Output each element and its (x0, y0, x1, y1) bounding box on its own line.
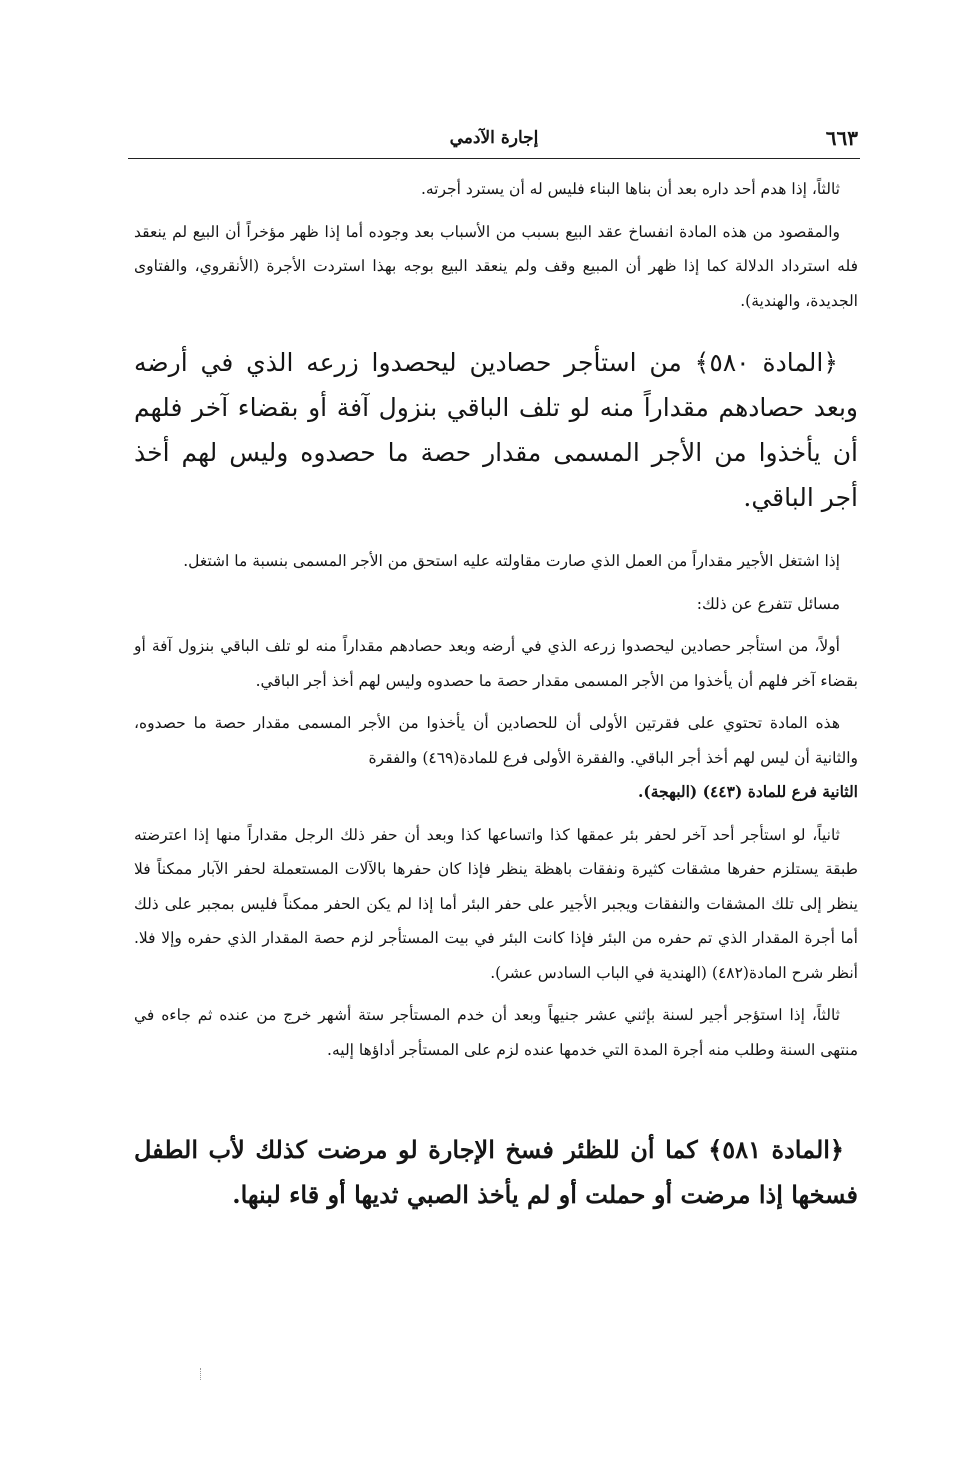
page-number: ٦٦٣ (825, 126, 858, 150)
running-title: إجارة الآدمي (449, 128, 539, 148)
paragraph-commentary: إذا اشتغل الأجير مقداراً من العمل الذي صارت مقاولته عليه استحق من الأجر المسمى بنسبة ما اشتغل. (183, 552, 840, 570)
paragraph-two-clauses: هذه المادة تحتوي على فقرتين الأولى أن للحصادين أن يأخذوا من الأجر المسمى مقدار حصة ما حصدوه، والثانية أن ليس لهم أخذ أجر الباقي. والفقرة الأولى فرع للمادة(٤٦٩) والفقرة (134, 714, 858, 767)
scan-mark (200, 1368, 202, 1380)
paragraph-purpose: والمقصود من هذه المادة انفساخ عقد البيع بسبب من الأسباب بعد وجوده أما إذا ظهر مؤخراً أن البيع لم ينعقد فله استرداد الدلالة كما إذا ظهر أن المبيع وقف ولم ينعقد البيع بوجه بهذا استردت الأجرة (الأنقروي، والفتاوى الجديدة، والهندية). (134, 222, 858, 310)
article-581-text: ﴿المادة ٥٨١﴾ كما أن للظئر فسخ الإجارة لو مرضت كذلك لأب الطفل فسخها إذا مرضت أو حملت أو لم يأخذ الصبي ثديها أو قاء لبنها. (134, 1135, 858, 1209)
paragraph-first-example: أولاً، من استأجر حصادين ليحصدوا زرعه الذي في أرضه وبعد حصادهم مقداراً منه لو تلف الباقي بنزول آفة أو بقضاء آخر فلهم أن يأخذوا من الأجر المسمى مقدار حصة ما حصدوه وليس لهم أخذ أجر الباقي. (134, 637, 858, 690)
paragraph-two-clauses-end: الثانية فرع للمادة (٤٤٣) (البهجة). (638, 782, 858, 801)
page-header (128, 122, 860, 156)
page-body (134, 172, 858, 1217)
paragraph-second-example: ثانياً، لو استأجر أحد آخر لحفر بئر عمقها كذا واتساعها كذا وبعد أن حفر ذلك الرجل مقداراً منها إذا اعترضته طبقة يستلزم حفرها مشقات كثيرة ونفقات باهظة ينظر فإذا كان حفرها بالآلات المستعملة لحفر الآبار ممكناً فلا ينظر إلى تلك المشقات والنفقات ويجبر الأجير على حفر البئر أما إذا لم يكن الحفر ممكناً فليس بمجبر على ذلك أما أجرة المقدار الذي تم حفره من البئر فإذا كانت البئر في بيت المستأجر لزم حصة المقدار الذي حفره وإلا فلا. أنظر شرح المادة(٤٨٢) (الهندية في الباب السادس عشر). (134, 825, 858, 982)
paragraph-issues-heading: مسائل تتفرع عن ذلك: (696, 594, 840, 613)
paragraph-third-example: ثالثاً، إذا استؤجر أجير لسنة بإثني عشر جنيهاً وبعد أن خدم المستأجر ستة أشهر خرج من عنده ثم جاءه في منتهى السنة وطلب منه أجرة المدة التي خدمها عنده لزم على المستأجر أداؤها إليه. (134, 1006, 858, 1059)
article-580-text: ﴿المادة ٥٨٠﴾ من استأجر حصادين ليحصدوا زرعه الذي في أرضه وبعد حصادهم مقداراً منه لو تلف الباقي بنزول آفة أو بقضاء آخر فلهم أن يأخذوا من الأجر المسمى مقدار حصة ما حصدوه وليس لهم أخذ أجر الباقي. (134, 348, 858, 512)
header-rule (128, 158, 860, 159)
paragraph-third-demolish: ثالثاً، إذا هدم أحد داره بعد أن بناها البناء فليس له أن يسترد أجرته. (420, 180, 840, 198)
